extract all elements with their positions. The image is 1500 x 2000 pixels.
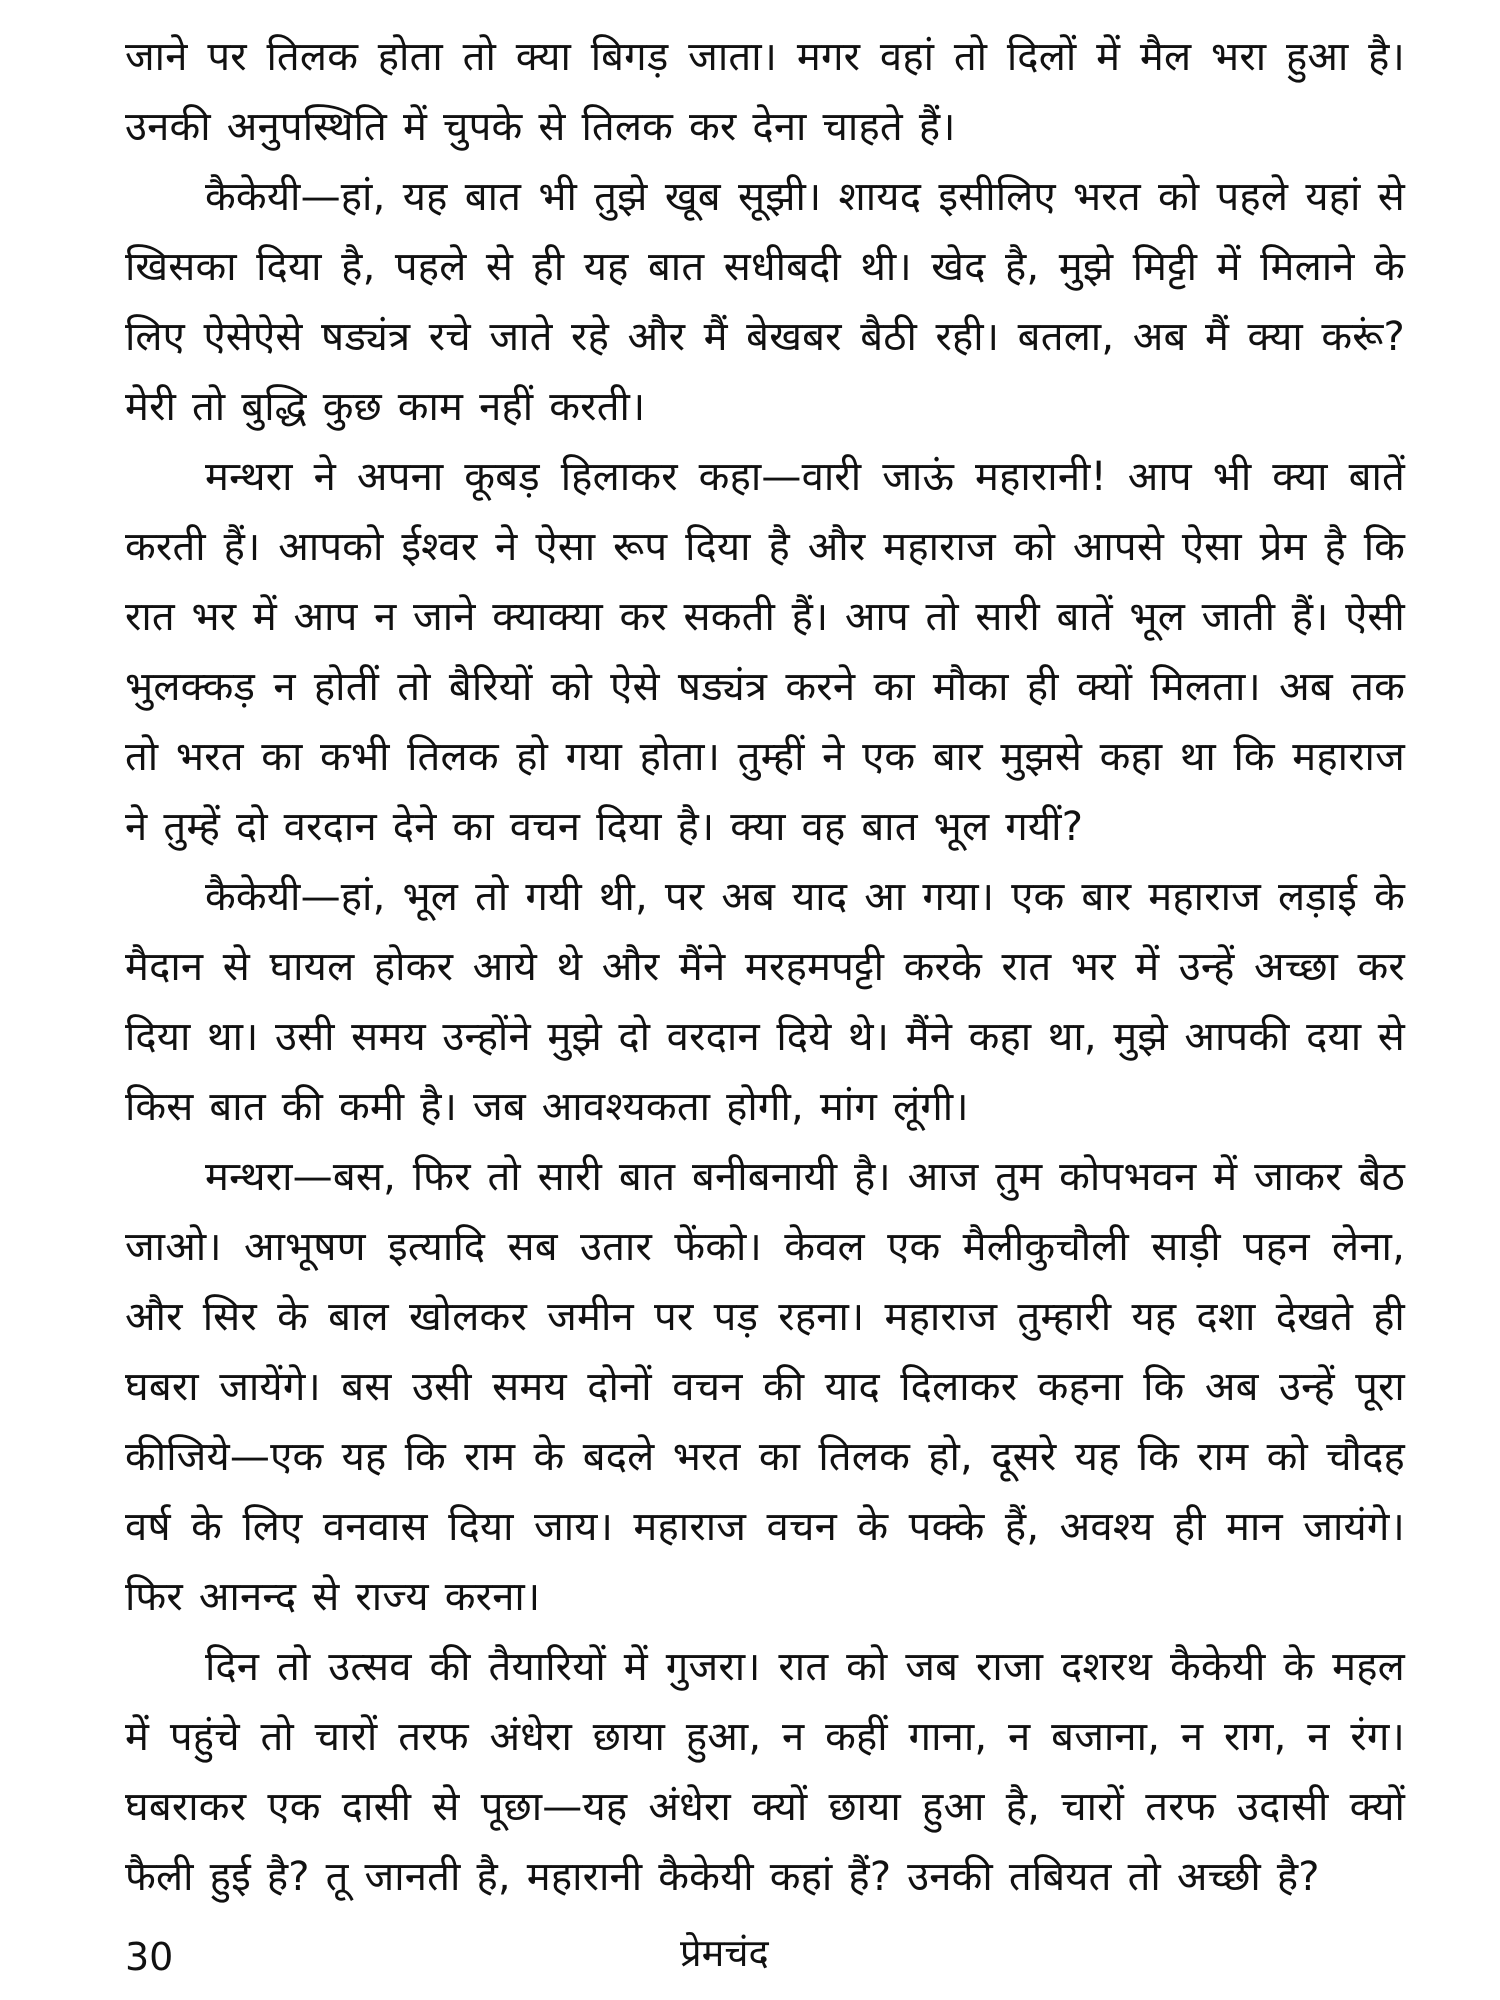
paragraph: मन्थरा ने अपना कूबड़ हिलाकर कहा—वारी जाऊं महारानी! आप भी क्या बातें करती हैं। आपको ईश्वर ने ऐसा रूप दिया है और महाराज को आपसे ऐसा प्रेम है कि रात भर में आप न जाने क्याक्या कर सकती हैं। आप तो सारी बातें भूल जाती हैं। ऐसी भुलक्कड़ न होतीं तो बैरियों को ऐसे षड्यंत्र करने का मौका ही क्यों मिलता। अब तक तो भरत का कभी तिलक हो गया होता। तुम्हीं ने एक बार मुझसे कहा था कि महाराज ने तुम्हें दो वरदान देने का वचन दिया है। क्या वह बात भूल गयीं? — [125, 454, 1405, 850]
page-number: 30 — [125, 1935, 174, 1979]
body-text — [125, 22, 1405, 1912]
paragraph: दिन तो उत्सव की तैयारियों में गुजरा। रात को जब राजा दशरथ कैकेयी के महल में पहुंचे तो चारों तरफ अंधेरा छाया हुआ, न कहीं गाना, न बजाना, न राग, न रंग। घबराकर एक दासी से पूछा—यह अंधेरा क्यों छाया हुआ है, चारों तरफ उदासी क्यों फैली हुई है? तू जानती है, महारानी कैकेयी कहां हैं? उनकी तबियत तो अच्छी है? — [125, 1644, 1405, 1900]
paragraph: कैकेयी—हां, यह बात भी तुझे खूब सूझी। शायद इसीलिए भरत को पहले यहां से खिसका दिया है, पहले से ही यह बात सधीबदी थी। खेद है, मुझे मिट्टी में मिलाने के लिए ऐसेऐसे षड्यंत्र रचे जाते रहे और मैं बेखबर बैठी रही। बतला, अब मैं क्या करूं? मेरी तो बुद्धि कुछ काम नहीं करती। — [125, 174, 1405, 430]
paragraph: जाने पर तिलक होता तो क्या बिगड़ जाता। मगर वहां तो दिलों में मैल भरा हुआ है। उनकी अनुपस्थिति में चुपके से तिलक कर देना चाहते हैं। — [125, 34, 1405, 150]
paragraph: मन्थरा—बस, फिर तो सारी बात बनीबनायी है। आज तुम कोपभवन में जाकर बैठ जाओ। आभूषण इत्यादि सब उतार फेंको। केवल एक मैलीकुचौली साड़ी पहन लेना, और सिर के बाल खोलकर जमीन पर पड़ रहना। महाराज तुम्हारी यह दशा देखते ही घबरा जायेंगे। बस उसी समय दोनों वचन की याद दिलाकर कहना कि अब उन्हें पूरा कीजिये—एक यह कि राम के बदले भरत का तिलक हो, दूसरे यह कि राम को चौदह वर्ष के लिए वनवास दिया जाय। महाराज वचन के पक्के हैं, अवश्य ही मान जायंगे। फिर आनन्द से राज्य करना। — [125, 1154, 1405, 1620]
running-footer-author: प्रेमचंद — [680, 1931, 769, 1975]
paragraph: कैकेयी—हां, भूल तो गयी थी, पर अब याद आ गया। एक बार महाराज लड़ाई के मैदान से घायल होकर आये थे और मैंने मरहमपट्टी करके रात भर में उन्हें अच्छा कर दिया था। उसी समय उन्होंने मुझे दो वरदान दिये थे। मैंने कहा था, मुझे आपकी दया से किस बात की कमी है। जब आवश्यकता होगी, मांग लूंगी। — [125, 874, 1405, 1130]
